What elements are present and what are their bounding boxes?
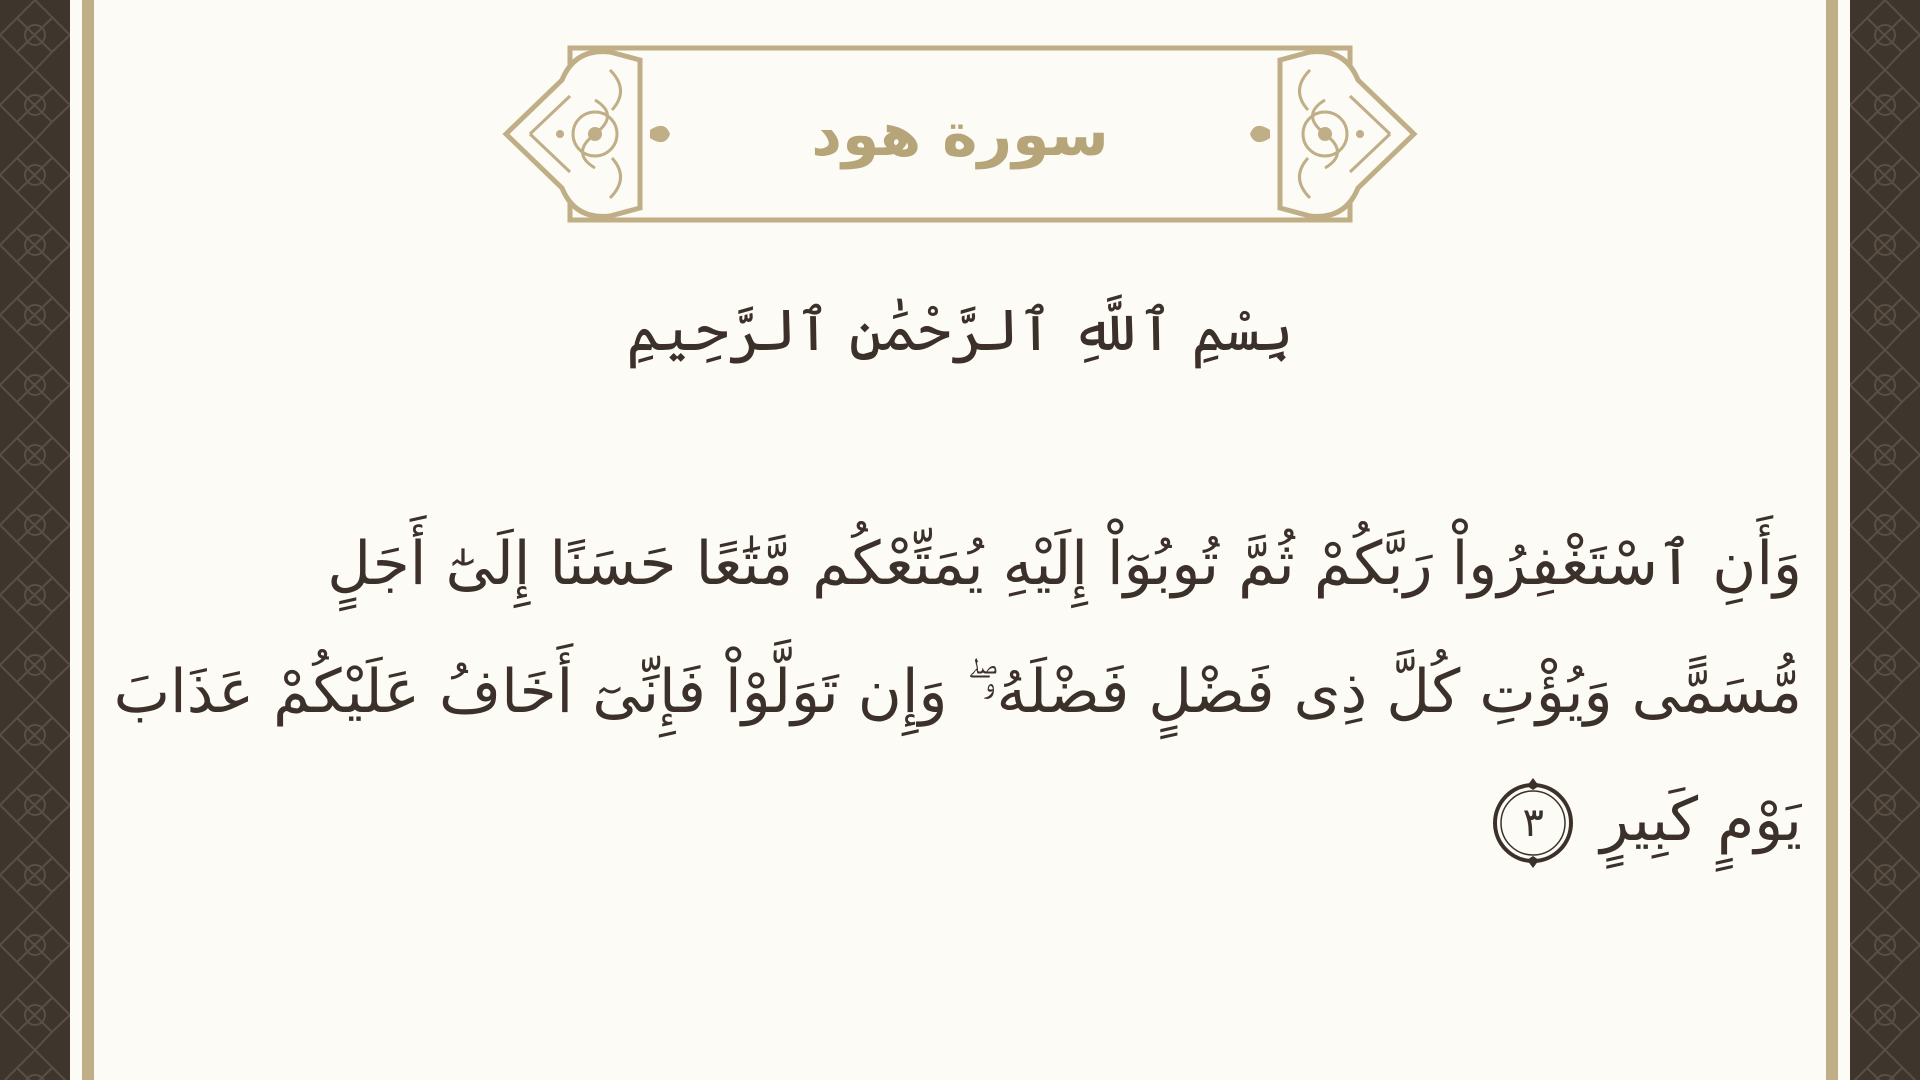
verse-text [96, 500, 1802, 884]
right-gold-rail [1826, 0, 1838, 1080]
verse-line-2: مُّسَمًّى وَيُؤْتِ كُلَّ ذِى فَضْلٍ فَضْلَهُۥ ۖ وَإِن تَوَلَّوْاْ فَإِنِّىٓ أَخَافُ عَلَيْكُمْ عَذَابَ [113, 657, 1802, 727]
left-gold-rail [82, 0, 94, 1080]
ayah-end-marker [1488, 778, 1578, 868]
verse-line-3-text: يَوْمٍ كَبِيرٍ [1600, 785, 1802, 855]
surah-title-banner [500, 40, 1420, 230]
surah-title: سورة هود [811, 100, 1109, 170]
ayah-number: ٣ [1522, 800, 1544, 847]
basmala: بِسْمِ ٱللَّهِ ٱلرَّحْمَٰنِ ٱلرَّحِيمِ [626, 296, 1294, 364]
verse-line-3 [96, 756, 1802, 884]
left-pattern-border [0, 0, 70, 1080]
right-pattern-border [1850, 0, 1920, 1080]
verse-line-1: وَأَنِ ٱسْتَغْفِرُواْ رَبَّكُمْ ثُمَّ تُوبُوٓاْ إِلَيْهِ يُمَتِّعْكُم مَّتَٰعًا حَسَنًا إِلَىٰٓ أَجَلٍ [327, 529, 1802, 599]
